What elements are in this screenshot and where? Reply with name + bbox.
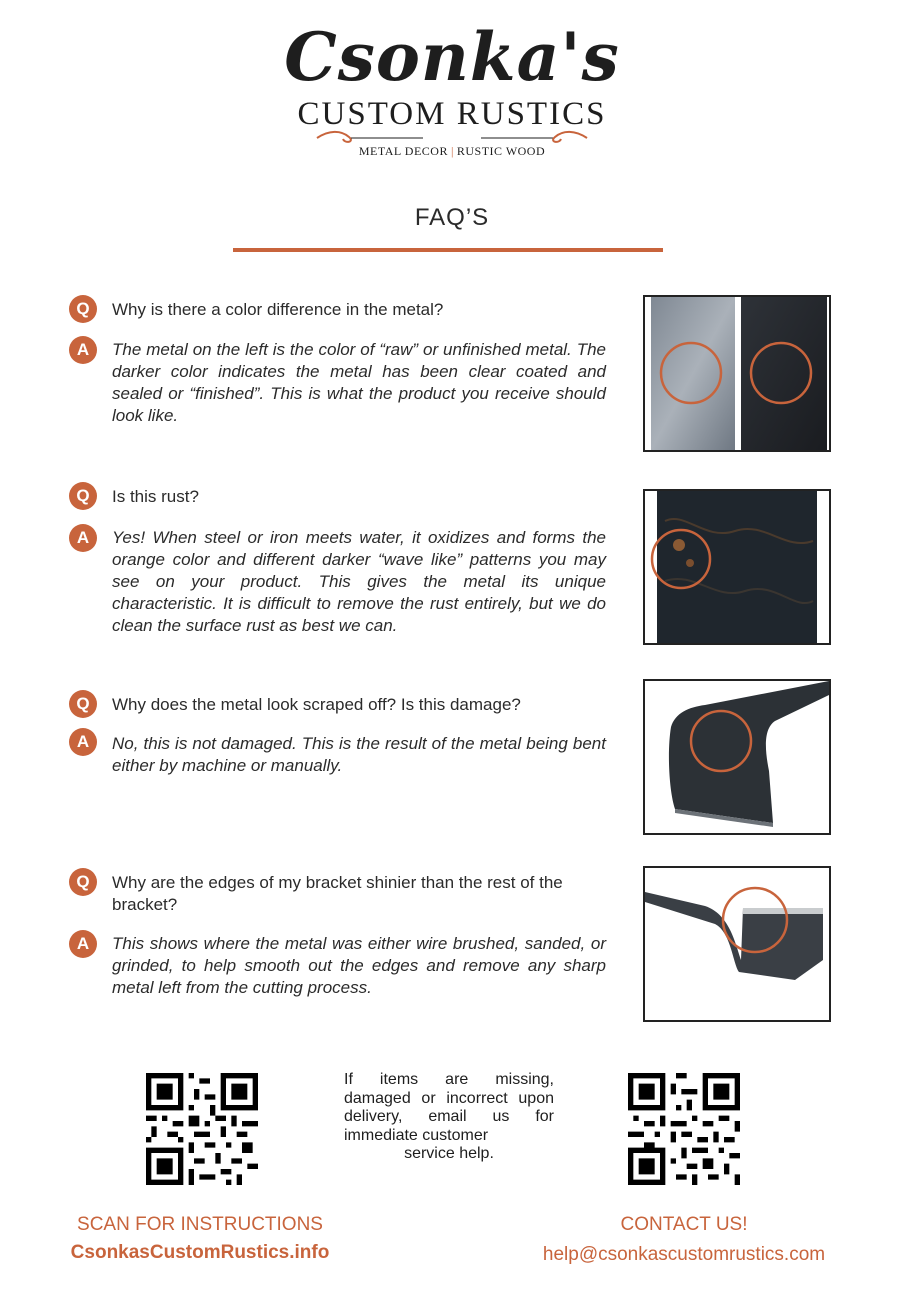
title-underline [233,248,663,252]
brand-script-name: Csonka's [284,18,620,96]
help-text [344,1071,554,1164]
tagline-separator: | [450,144,454,158]
question-badge-2: Q [69,482,97,510]
scan-label: SCAN FOR INSTRUCTIONS [77,1214,323,1235]
qr-code-contact-icon[interactable] [628,1073,740,1185]
photo-rust [643,489,831,645]
tagline-right: RUSTIC WOOD [456,144,546,158]
photo-color-difference [643,295,831,452]
question-badge-3: Q [69,690,97,718]
tagline-left: METAL DECOR [358,144,448,158]
faq-answer-4: This shows where the metal was either wire brushed, sanded, or grinded, to help smooth out the edges and remove any sharp metal left from the cutting process. [112,934,606,997]
photo-bend [643,679,831,835]
brand-subtitle: CUSTOM RUSTICS [297,96,607,132]
question-badge-1: Q [69,295,97,323]
qr-code-instructions-icon[interactable] [146,1073,258,1185]
contact-label: CONTACT US! [620,1214,748,1235]
answer-badge-4: A [69,930,97,958]
website-link[interactable]: CsonkasCustomRustics.info [70,1242,330,1263]
answer-badge-2: A [69,524,97,552]
page-title: FAQ’S [414,204,490,231]
faq-answer-1: The metal on the left is the color of “raw” or unfinished metal. The darker color indicates the metal has been clear coated and sealed or “finished”. This is what the product you receive should look like. [112,340,606,425]
answer-badge-1: A [69,336,97,364]
help-text-body: If items are missing, damaged or incorrect upon delivery, email us for immediate customer [344,1071,554,1144]
answer-badge-3: A [69,728,97,756]
faq-answer-2: Yes! When steel or iron meets water, it oxidizes and forms the orange color and different darker “wave like” patterns you may see on your product. This gives the metal its unique characteristic. It is difficult to remove the rust entirely, but we do clean the surface rust as best we can. [112,528,606,635]
question-badge-4: Q [69,868,97,896]
contact-email-link[interactable]: help@csonkascustomrustics.com [542,1244,826,1265]
faq-question-1: Why is there a color difference in the metal? [112,300,444,319]
photo-edges [643,866,831,1022]
faq-answer-3: No, this is not damaged. This is the result of the metal being bent either by machine or manually. [112,734,606,775]
faq-question-4: Why are the edges of my bracket shinier than the rest of the bracket? [112,873,563,914]
faq-question-2: Is this rust? [112,487,199,506]
faq-question-3: Why does the metal look scraped off? Is this damage? [112,695,521,714]
brand-tagline [0,144,904,159]
help-text-last-line: service help. [404,1145,494,1162]
